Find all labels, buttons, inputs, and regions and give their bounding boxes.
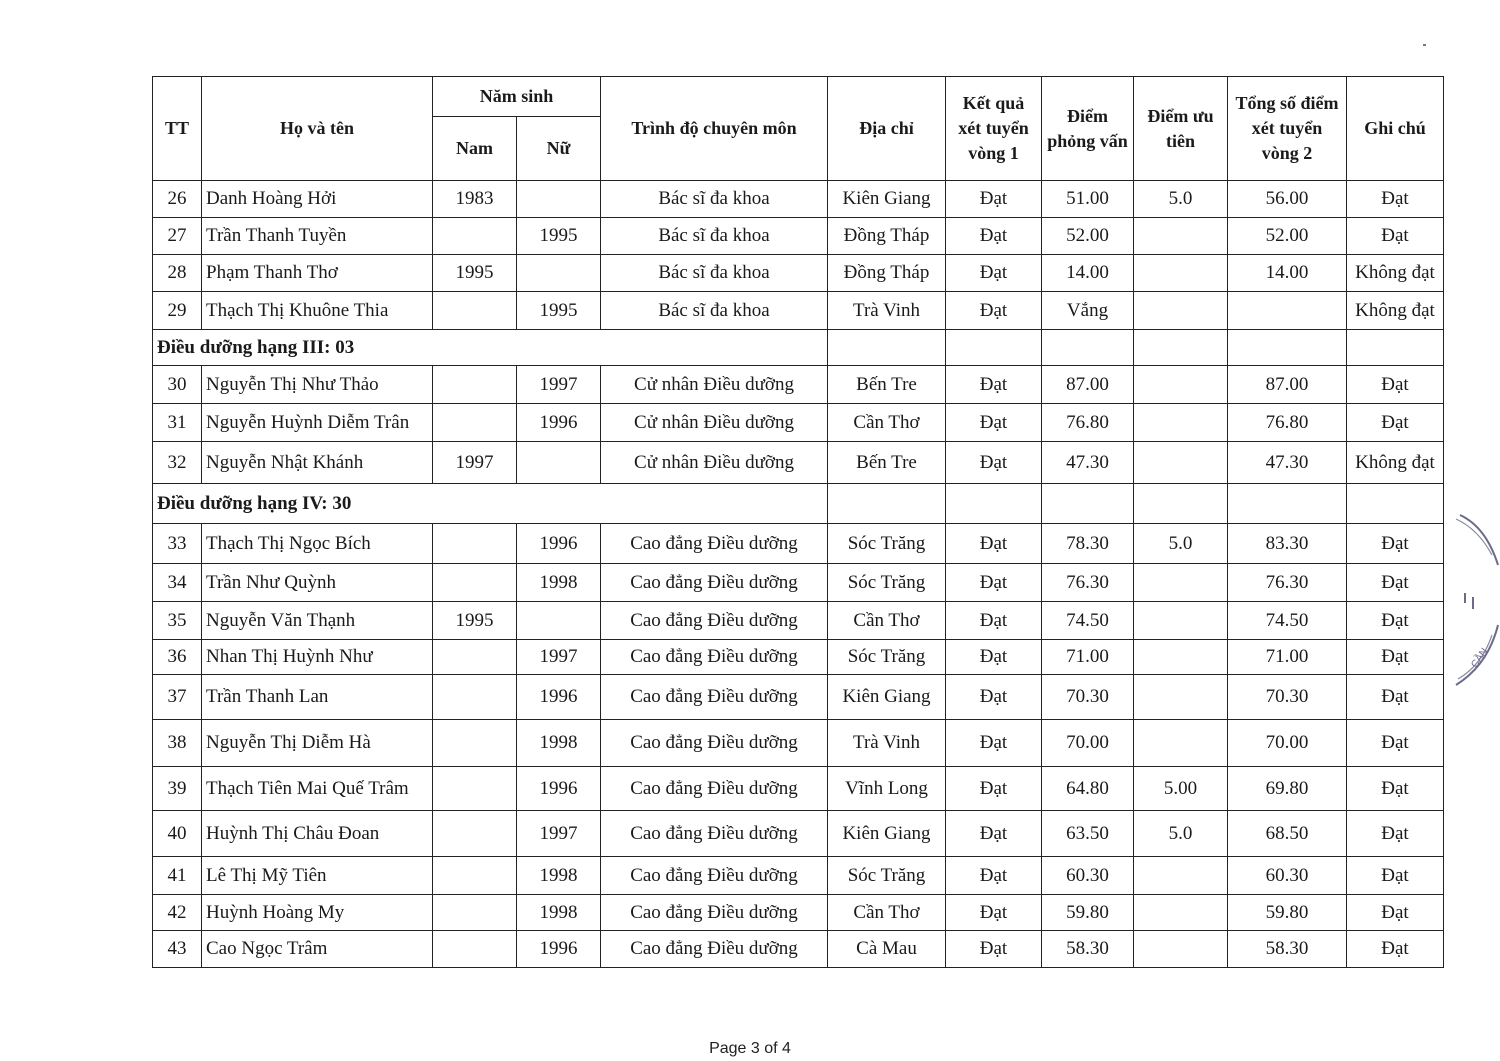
cell-name: Cao Ngọc Trâm bbox=[202, 931, 433, 968]
cell-name: Trần Như Quỳnh bbox=[202, 564, 433, 602]
stamp-text: CẦN bbox=[1469, 646, 1491, 670]
cell-round1-result: Đạt bbox=[946, 767, 1042, 811]
cell-birth-female: 1997 bbox=[517, 366, 601, 404]
cell-birth-female: 1997 bbox=[517, 640, 601, 675]
cell-interview-score: 63.50 bbox=[1042, 811, 1134, 857]
cell-note: Đạt bbox=[1347, 218, 1444, 255]
cell-total-score: 74.50 bbox=[1228, 602, 1347, 640]
cell-address: Cần Thơ bbox=[828, 895, 946, 931]
cell-birth-female: 1996 bbox=[517, 524, 601, 564]
cell-birth-male bbox=[433, 720, 517, 767]
cell-address: Sóc Trăng bbox=[828, 857, 946, 895]
cell-total-score: 47.30 bbox=[1228, 442, 1347, 484]
cell-total-score: 76.80 bbox=[1228, 404, 1347, 442]
empty-cell bbox=[1134, 330, 1228, 366]
cell-birth-male bbox=[433, 292, 517, 330]
cell-interview-score: 74.50 bbox=[1042, 602, 1134, 640]
cell-birth-female bbox=[517, 181, 601, 218]
cell-total-score: 83.30 bbox=[1228, 524, 1347, 564]
cell-birth-female: 1996 bbox=[517, 767, 601, 811]
cell-birth-male: 1995 bbox=[433, 255, 517, 292]
cell-interview-score: 60.30 bbox=[1042, 857, 1134, 895]
cell-round1-result: Đạt bbox=[946, 255, 1042, 292]
cell-name: Nguyễn Huỳnh Diễm Trân bbox=[202, 404, 433, 442]
page-number: Page 3 of 4 bbox=[709, 1040, 791, 1057]
cell-priority-score bbox=[1134, 931, 1228, 968]
cell-priority-score bbox=[1134, 404, 1228, 442]
cell-qualification: Cử nhân Điều dưỡng bbox=[601, 442, 828, 484]
cell-total-score: 59.80 bbox=[1228, 895, 1347, 931]
cell-note: Không đạt bbox=[1347, 292, 1444, 330]
cell-tt: 32 bbox=[153, 442, 202, 484]
cell-interview-score: 70.30 bbox=[1042, 675, 1134, 720]
table-row bbox=[153, 366, 1444, 404]
cell-round1-result: Đạt bbox=[946, 564, 1042, 602]
col-header-note: Ghi chú bbox=[1347, 77, 1444, 181]
col-header-priority-score: Điểm ưu tiên bbox=[1134, 77, 1228, 181]
cell-interview-score: 58.30 bbox=[1042, 931, 1134, 968]
section-label: Điều dưỡng hạng IV: 30 bbox=[153, 484, 828, 524]
cell-qualification: Cử nhân Điều dưỡng bbox=[601, 366, 828, 404]
cell-priority-score: 5.0 bbox=[1134, 524, 1228, 564]
section-row bbox=[153, 484, 1444, 524]
cell-note: Đạt bbox=[1347, 640, 1444, 675]
cell-address: Đồng Tháp bbox=[828, 218, 946, 255]
cell-total-score: 14.00 bbox=[1228, 255, 1347, 292]
cell-qualification: Bác sĩ đa khoa bbox=[601, 292, 828, 330]
col-header-tt: TT bbox=[153, 77, 202, 181]
cell-name: Huỳnh Hoàng My bbox=[202, 895, 433, 931]
empty-cell bbox=[946, 330, 1042, 366]
cell-name: Phạm Thanh Thơ bbox=[202, 255, 433, 292]
empty-cell bbox=[946, 484, 1042, 524]
table-row bbox=[153, 404, 1444, 442]
cell-priority-score bbox=[1134, 602, 1228, 640]
table-row bbox=[153, 181, 1444, 218]
cell-birth-female: 1995 bbox=[517, 218, 601, 255]
cell-qualification: Bác sĩ đa khoa bbox=[601, 255, 828, 292]
cell-round1-result: Đạt bbox=[946, 524, 1042, 564]
cell-priority-score bbox=[1134, 895, 1228, 931]
cell-round1-result: Đạt bbox=[946, 720, 1042, 767]
empty-cell bbox=[1228, 484, 1347, 524]
cell-birth-male bbox=[433, 524, 517, 564]
cell-birth-male bbox=[433, 640, 517, 675]
cell-round1-result: Đạt bbox=[946, 931, 1042, 968]
cell-tt: 35 bbox=[153, 602, 202, 640]
cell-tt: 37 bbox=[153, 675, 202, 720]
section-label: Điều dưỡng hạng III: 03 bbox=[153, 330, 828, 366]
cell-name: Nguyễn Thị Như Thảo bbox=[202, 366, 433, 404]
table-row bbox=[153, 564, 1444, 602]
empty-cell bbox=[1347, 484, 1444, 524]
cell-birth-male bbox=[433, 857, 517, 895]
cell-interview-score: 76.30 bbox=[1042, 564, 1134, 602]
cell-address: Cà Mau bbox=[828, 931, 946, 968]
cell-tt: 42 bbox=[153, 895, 202, 931]
cell-note: Đạt bbox=[1347, 404, 1444, 442]
cell-qualification: Cử nhân Điều dưỡng bbox=[601, 404, 828, 442]
cell-qualification: Cao đẳng Điều dưỡng bbox=[601, 602, 828, 640]
cell-birth-male: 1997 bbox=[433, 442, 517, 484]
cell-address: Vĩnh Long bbox=[828, 767, 946, 811]
cell-tt: 39 bbox=[153, 767, 202, 811]
cell-birth-male bbox=[433, 895, 517, 931]
cell-priority-score: 5.0 bbox=[1134, 811, 1228, 857]
cell-qualification: Bác sĩ đa khoa bbox=[601, 218, 828, 255]
cell-note: Đạt bbox=[1347, 857, 1444, 895]
cell-qualification: Cao đẳng Điều dưỡng bbox=[601, 675, 828, 720]
cell-note: Đạt bbox=[1347, 931, 1444, 968]
empty-cell bbox=[1042, 484, 1134, 524]
cell-priority-score bbox=[1134, 218, 1228, 255]
cell-birth-male bbox=[433, 931, 517, 968]
cell-total-score: 52.00 bbox=[1228, 218, 1347, 255]
cell-birth-male bbox=[433, 675, 517, 720]
cell-address: Kiên Giang bbox=[828, 675, 946, 720]
cell-address: Sóc Trăng bbox=[828, 524, 946, 564]
cell-round1-result: Đạt bbox=[946, 404, 1042, 442]
cell-birth-male bbox=[433, 366, 517, 404]
cell-birth-male bbox=[433, 564, 517, 602]
cell-address: Sóc Trăng bbox=[828, 564, 946, 602]
table-row bbox=[153, 442, 1444, 484]
cell-birth-female: 1997 bbox=[517, 811, 601, 857]
cell-round1-result: Đạt bbox=[946, 292, 1042, 330]
cell-birth-female: 1996 bbox=[517, 675, 601, 720]
cell-address: Đồng Tháp bbox=[828, 255, 946, 292]
table-row bbox=[153, 292, 1444, 330]
col-header-name: Họ và tên bbox=[202, 77, 433, 181]
cell-note: Đạt bbox=[1347, 181, 1444, 218]
cell-interview-score: 78.30 bbox=[1042, 524, 1134, 564]
cell-tt: 30 bbox=[153, 366, 202, 404]
empty-cell bbox=[1228, 330, 1347, 366]
table-header bbox=[153, 77, 1444, 181]
table-row bbox=[153, 675, 1444, 720]
cell-round1-result: Đạt bbox=[946, 218, 1042, 255]
cell-name: Nguyễn Văn Thạnh bbox=[202, 602, 433, 640]
cell-birth-female bbox=[517, 255, 601, 292]
cell-round1-result: Đạt bbox=[946, 675, 1042, 720]
stamp-fragment bbox=[1452, 505, 1500, 695]
empty-cell bbox=[828, 484, 946, 524]
cell-interview-score: 64.80 bbox=[1042, 767, 1134, 811]
cell-total-score: 76.30 bbox=[1228, 564, 1347, 602]
cell-priority-score bbox=[1134, 442, 1228, 484]
cell-birth-female: 1996 bbox=[517, 931, 601, 968]
cell-total-score: 56.00 bbox=[1228, 181, 1347, 218]
cell-round1-result: Đạt bbox=[946, 366, 1042, 404]
cell-name: Nguyễn Nhật Khánh bbox=[202, 442, 433, 484]
cell-name: Trần Thanh Tuyền bbox=[202, 218, 433, 255]
cell-address: Sóc Trăng bbox=[828, 640, 946, 675]
cell-note: Đạt bbox=[1347, 895, 1444, 931]
cell-round1-result: Đạt bbox=[946, 181, 1042, 218]
col-header-qualification: Trình độ chuyên môn bbox=[601, 77, 828, 181]
cell-birth-female: 1998 bbox=[517, 564, 601, 602]
cell-interview-score: 70.00 bbox=[1042, 720, 1134, 767]
cell-name: Nhan Thị Huỳnh Như bbox=[202, 640, 433, 675]
cell-round1-result: Đạt bbox=[946, 442, 1042, 484]
cell-qualification: Cao đẳng Điều dưỡng bbox=[601, 931, 828, 968]
cell-tt: 40 bbox=[153, 811, 202, 857]
cell-priority-score bbox=[1134, 564, 1228, 602]
cell-birth-male bbox=[433, 767, 517, 811]
cell-note: Đạt bbox=[1347, 602, 1444, 640]
table-row bbox=[153, 720, 1444, 767]
cell-qualification: Cao đẳng Điều dưỡng bbox=[601, 640, 828, 675]
table-row bbox=[153, 255, 1444, 292]
cell-interview-score: 47.30 bbox=[1042, 442, 1134, 484]
cell-priority-score bbox=[1134, 366, 1228, 404]
cell-interview-score: 59.80 bbox=[1042, 895, 1134, 931]
scan-speck bbox=[1423, 44, 1426, 46]
cell-qualification: Cao đẳng Điều dưỡng bbox=[601, 720, 828, 767]
cell-priority-score bbox=[1134, 857, 1228, 895]
cell-birth-male bbox=[433, 811, 517, 857]
cell-qualification: Cao đẳng Điều dưỡng bbox=[601, 857, 828, 895]
cell-total-score bbox=[1228, 292, 1347, 330]
cell-tt: 38 bbox=[153, 720, 202, 767]
cell-priority-score bbox=[1134, 720, 1228, 767]
col-header-address: Địa chỉ bbox=[828, 77, 946, 181]
cell-birth-male: 1995 bbox=[433, 602, 517, 640]
cell-total-score: 69.80 bbox=[1228, 767, 1347, 811]
table-row bbox=[153, 767, 1444, 811]
cell-birth-male bbox=[433, 404, 517, 442]
cell-qualification: Cao đẳng Điều dưỡng bbox=[601, 767, 828, 811]
cell-tt: 43 bbox=[153, 931, 202, 968]
table-body bbox=[153, 181, 1444, 968]
table-row bbox=[153, 524, 1444, 564]
cell-round1-result: Đạt bbox=[946, 640, 1042, 675]
cell-round1-result: Đạt bbox=[946, 811, 1042, 857]
cell-qualification: Cao đẳng Điều dưỡng bbox=[601, 564, 828, 602]
cell-interview-score: 14.00 bbox=[1042, 255, 1134, 292]
cell-round1-result: Đạt bbox=[946, 602, 1042, 640]
table-row bbox=[153, 931, 1444, 968]
cell-name: Nguyễn Thị Diễm Hà bbox=[202, 720, 433, 767]
cell-tt: 26 bbox=[153, 181, 202, 218]
cell-name: Huỳnh Thị Châu Đoan bbox=[202, 811, 433, 857]
cell-birth-female bbox=[517, 602, 601, 640]
section-row bbox=[153, 330, 1444, 366]
cell-priority-score: 5.00 bbox=[1134, 767, 1228, 811]
cell-tt: 29 bbox=[153, 292, 202, 330]
table-row bbox=[153, 602, 1444, 640]
cell-priority-score bbox=[1134, 640, 1228, 675]
cell-address: Bến Tre bbox=[828, 366, 946, 404]
cell-birth-female: 1998 bbox=[517, 857, 601, 895]
cell-tt: 36 bbox=[153, 640, 202, 675]
cell-birth-female bbox=[517, 442, 601, 484]
cell-note: Không đạt bbox=[1347, 255, 1444, 292]
cell-total-score: 68.50 bbox=[1228, 811, 1347, 857]
cell-interview-score: 71.00 bbox=[1042, 640, 1134, 675]
cell-total-score: 58.30 bbox=[1228, 931, 1347, 968]
cell-qualification: Cao đẳng Điều dưỡng bbox=[601, 895, 828, 931]
empty-cell bbox=[1347, 330, 1444, 366]
cell-interview-score: 87.00 bbox=[1042, 366, 1134, 404]
cell-birth-female: 1998 bbox=[517, 895, 601, 931]
cell-note: Đạt bbox=[1347, 366, 1444, 404]
cell-total-score: 70.00 bbox=[1228, 720, 1347, 767]
cell-priority-score bbox=[1134, 255, 1228, 292]
col-header-female: Nữ bbox=[517, 117, 601, 181]
table-row bbox=[153, 640, 1444, 675]
table-row bbox=[153, 857, 1444, 895]
cell-tt: 27 bbox=[153, 218, 202, 255]
cell-tt: 33 bbox=[153, 524, 202, 564]
cell-note: Đạt bbox=[1347, 564, 1444, 602]
cell-priority-score bbox=[1134, 675, 1228, 720]
cell-name: Thạch Thị Khuône Thia bbox=[202, 292, 433, 330]
cell-name: Danh Hoàng Hởi bbox=[202, 181, 433, 218]
cell-address: Cần Thơ bbox=[828, 602, 946, 640]
cell-interview-score: 51.00 bbox=[1042, 181, 1134, 218]
cell-tt: 31 bbox=[153, 404, 202, 442]
col-header-round1-result: Kết quả xét tuyển vòng 1 bbox=[946, 77, 1042, 181]
cell-birth-female: 1996 bbox=[517, 404, 601, 442]
cell-note: Đạt bbox=[1347, 675, 1444, 720]
empty-cell bbox=[828, 330, 946, 366]
col-header-male: Nam bbox=[433, 117, 517, 181]
cell-name: Thạch Tiên Mai Quế Trâm bbox=[202, 767, 433, 811]
cell-note: Đạt bbox=[1347, 524, 1444, 564]
cell-priority-score: 5.0 bbox=[1134, 181, 1228, 218]
cell-note: Đạt bbox=[1347, 767, 1444, 811]
cell-address: Trà Vinh bbox=[828, 292, 946, 330]
cell-interview-score: Vắng bbox=[1042, 292, 1134, 330]
cell-note: Đạt bbox=[1347, 720, 1444, 767]
cell-total-score: 60.30 bbox=[1228, 857, 1347, 895]
cell-interview-score: 52.00 bbox=[1042, 218, 1134, 255]
cell-address: Kiên Giang bbox=[828, 811, 946, 857]
cell-priority-score bbox=[1134, 292, 1228, 330]
cell-name: Lê Thị Mỹ Tiên bbox=[202, 857, 433, 895]
cell-birth-female: 1995 bbox=[517, 292, 601, 330]
table-row bbox=[153, 811, 1444, 857]
cell-total-score: 87.00 bbox=[1228, 366, 1347, 404]
cell-tt: 28 bbox=[153, 255, 202, 292]
cell-address: Kiên Giang bbox=[828, 181, 946, 218]
cell-round1-result: Đạt bbox=[946, 857, 1042, 895]
cell-name: Thạch Thị Ngọc Bích bbox=[202, 524, 433, 564]
cell-birth-male bbox=[433, 218, 517, 255]
results-table bbox=[152, 76, 1444, 968]
col-header-birth-year: Năm sinh bbox=[433, 77, 601, 117]
cell-address: Cần Thơ bbox=[828, 404, 946, 442]
cell-birth-female: 1998 bbox=[517, 720, 601, 767]
cell-note: Không đạt bbox=[1347, 442, 1444, 484]
cell-round1-result: Đạt bbox=[946, 895, 1042, 931]
cell-tt: 34 bbox=[153, 564, 202, 602]
table-row bbox=[153, 218, 1444, 255]
cell-name: Trần Thanh Lan bbox=[202, 675, 433, 720]
cell-qualification: Cao đẳng Điều dưỡng bbox=[601, 524, 828, 564]
col-header-interview-score: Điểm phỏng vấn bbox=[1042, 77, 1134, 181]
cell-address: Trà Vinh bbox=[828, 720, 946, 767]
col-header-total-score: Tổng số điểm xét tuyển vòng 2 bbox=[1228, 77, 1347, 181]
cell-qualification: Bác sĩ đa khoa bbox=[601, 181, 828, 218]
cell-note: Đạt bbox=[1347, 811, 1444, 857]
cell-qualification: Cao đẳng Điều dưỡng bbox=[601, 811, 828, 857]
table-row bbox=[153, 895, 1444, 931]
cell-address: Bến Tre bbox=[828, 442, 946, 484]
empty-cell bbox=[1042, 330, 1134, 366]
cell-total-score: 70.30 bbox=[1228, 675, 1347, 720]
cell-tt: 41 bbox=[153, 857, 202, 895]
cell-interview-score: 76.80 bbox=[1042, 404, 1134, 442]
cell-total-score: 71.00 bbox=[1228, 640, 1347, 675]
cell-birth-male: 1983 bbox=[433, 181, 517, 218]
empty-cell bbox=[1134, 484, 1228, 524]
